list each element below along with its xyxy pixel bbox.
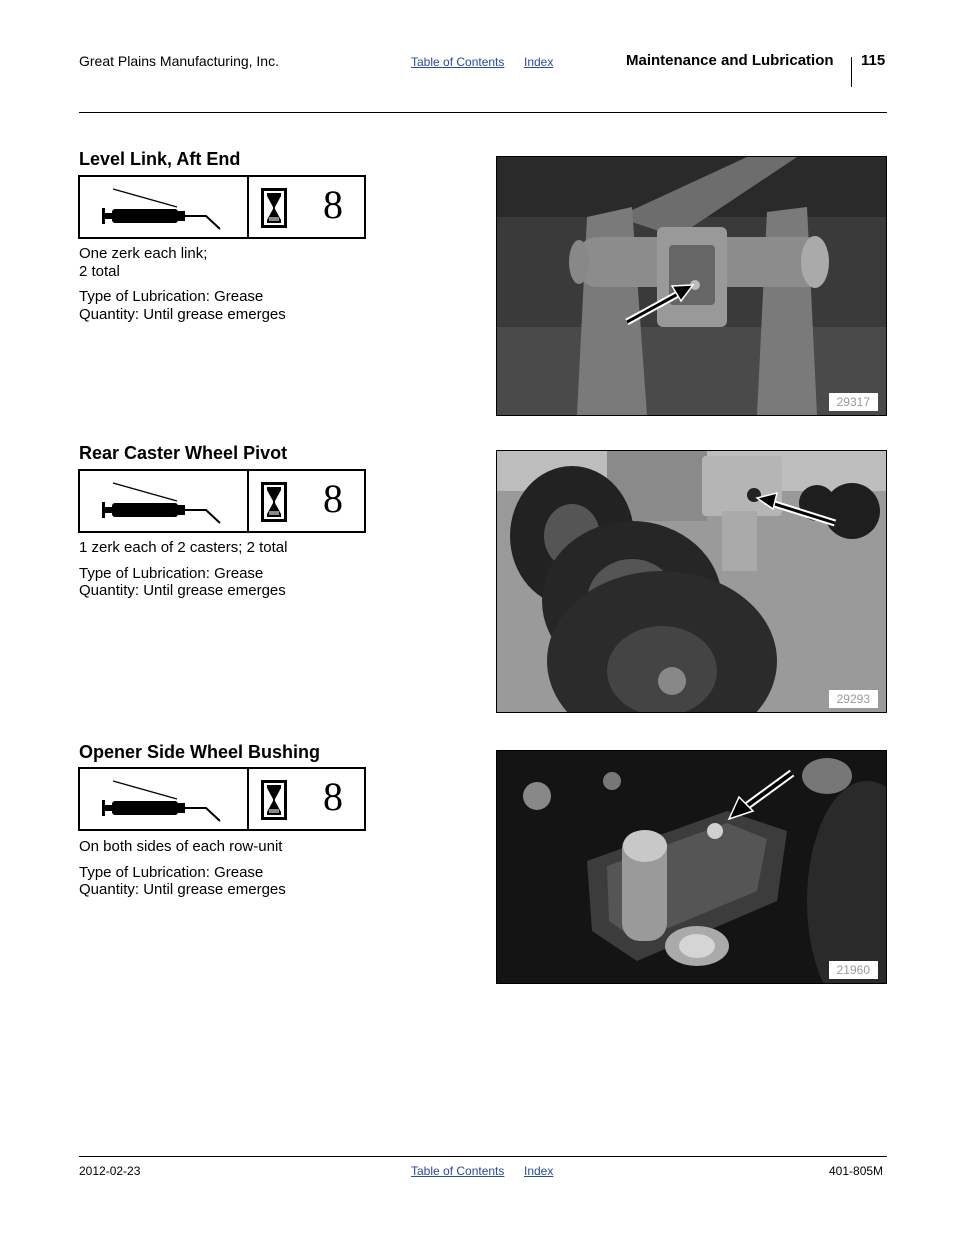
document-number: 401-805M [829,1164,884,1178]
header-divider [851,57,852,87]
hourglass-icon [261,780,287,820]
photo-number: 21960 [829,961,878,979]
interval-cell [249,177,364,237]
section-heading-level-link: Level Link, Aft End [79,149,241,169]
interval-hours: 8 [323,476,343,521]
interval-cell [249,769,364,829]
header-rule [79,112,887,113]
lube-symbol-box [78,767,366,831]
header-toc-link[interactable]: Table of Contents [411,55,505,69]
photo-level-link [496,156,887,416]
lube-type: Type of Lubrication: Grease [79,288,264,305]
grease-gun-icon [80,177,249,237]
section-title: Maintenance and Lubrication [626,52,834,69]
description-line: On both sides of each row-unit [79,838,283,855]
description-line: One zerk each link; [79,245,208,262]
section-description [79,245,379,323]
section-heading-opener-bushing: Opener Side Wheel Bushing [79,742,321,762]
lube-quantity: Quantity: Until grease emerges [79,305,286,323]
hourglass-icon [261,482,287,522]
footer-date: 2012-02-23 [79,1164,141,1178]
lube-quantity: Quantity: Until grease emerges [79,582,286,599]
grease-gun-icon [80,471,249,531]
company-name: Great Plains Manufacturing, Inc. [79,53,279,69]
interval-cell [249,471,364,531]
lube-symbol-box [78,469,366,533]
section-heading-caster-pivot: Rear Caster Wheel Pivot [79,443,288,463]
lube-type: Type of Lubrication: Grease [79,564,264,582]
interval-hours: 8 [323,182,343,227]
grease-gun-icon [80,769,249,829]
photo-number: 29293 [829,690,878,708]
footer-rule [79,1156,887,1157]
hourglass-icon [261,188,287,228]
interval-hours: 8 [323,774,343,819]
footer-toc-link[interactable]: Table of Contents [411,1164,505,1178]
photo-number: 29317 [829,393,878,411]
lube-quantity: Quantity: Until grease emerges [79,881,286,898]
photo-opener-bushing [496,750,887,984]
lube-symbol-box [78,175,366,239]
description-line: 1 zerk each of 2 casters; 2 total [79,539,288,556]
photo-caster-pivot [496,450,887,713]
section-description [79,838,379,899]
description-line: 2 total [79,262,120,280]
section-description [79,539,379,600]
header-index-link[interactable]: Index [524,55,554,69]
page-number: 115 [861,52,886,69]
footer-index-link[interactable]: Index [524,1164,554,1178]
lube-type: Type of Lubrication: Grease [79,863,264,881]
